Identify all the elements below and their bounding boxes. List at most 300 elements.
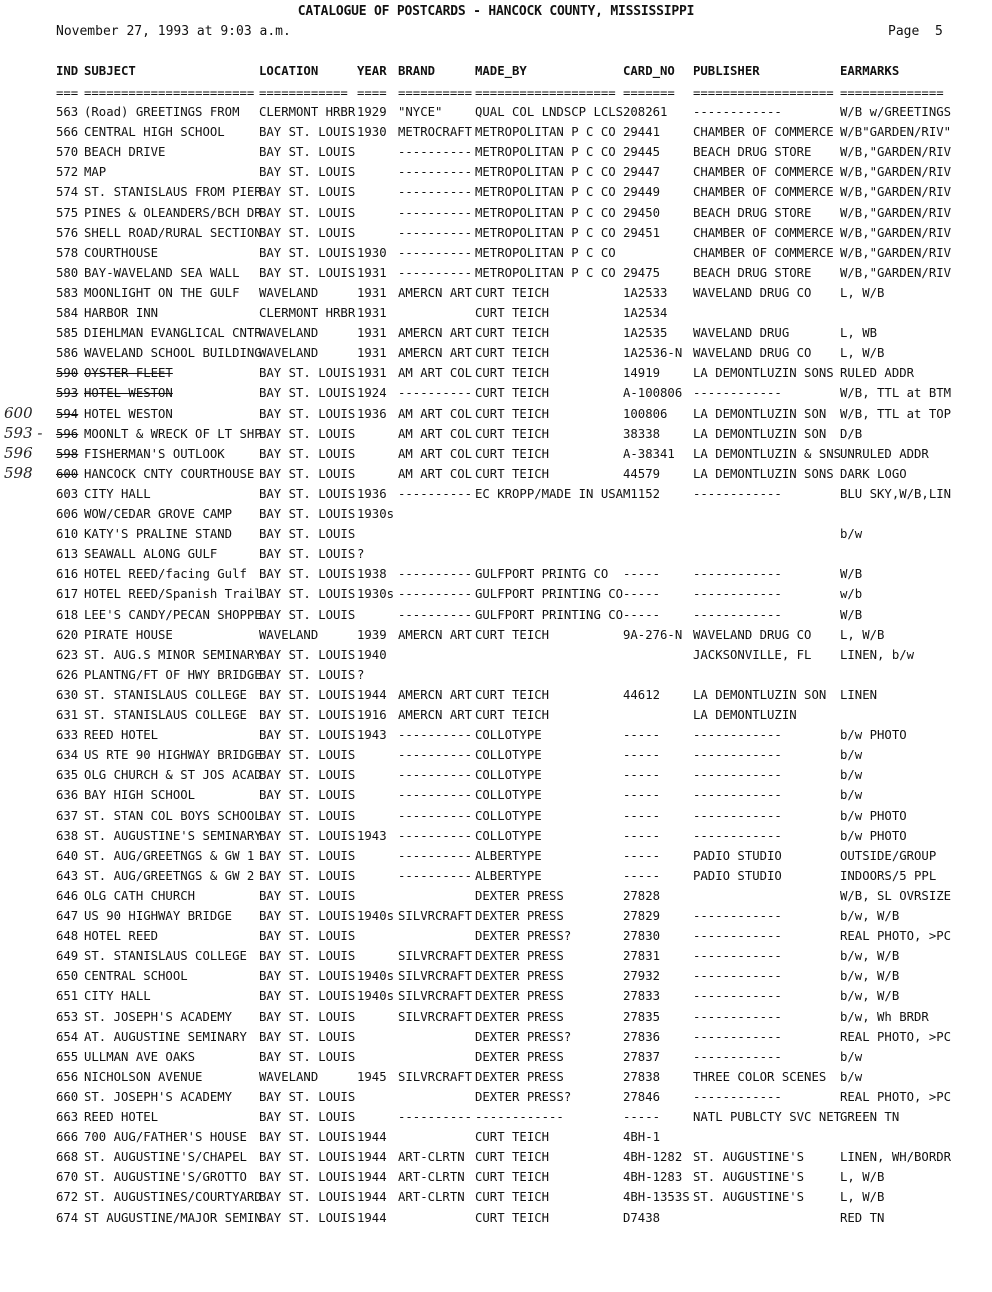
cell-card-no: 27833 [623, 989, 661, 1004]
cell-publisher: LA DEMONTLUZIN SON [693, 426, 827, 441]
cell-location: WAVELAND [259, 1069, 319, 1084]
cell-location: CLERMONT HRBR [259, 306, 356, 320]
cell-ind: 620 [56, 627, 79, 642]
cell-made-by: DEXTER PRESS [475, 888, 564, 903]
cell-ind: 606 [56, 507, 79, 521]
cell-year: 1944 [357, 1210, 387, 1225]
cell-made-by: GULFPORT PRINTING CO [475, 587, 624, 602]
cell-made-by: DEXTER PRESS [475, 1009, 564, 1024]
cell-ind: 650 [56, 969, 79, 984]
cell-subject: CITY HALL [84, 486, 151, 501]
handwritten-index-note: 600 [4, 403, 33, 422]
table-row [0, 526, 992, 546]
cell-earmarks: W/B, SL OVRSIZE [840, 888, 952, 903]
cell-year: 1931 [357, 366, 387, 381]
cell-subject: LEE'S CANDY/PECAN SHOPPE [84, 607, 262, 622]
table-row [0, 868, 992, 888]
cell-brand: ---------- [398, 265, 473, 280]
cell-made-by: DEXTER PRESS [475, 1049, 564, 1064]
cell-location: BAY ST. LOUIS [259, 748, 356, 763]
cell-ind: 584 [56, 306, 79, 320]
cell-made-by: COLLOTYPE [475, 748, 542, 763]
document-title: CATALOGUE OF POSTCARDS - HANCOCK COUNTY, MISSISSIPPI [297, 4, 695, 19]
table-row [0, 144, 992, 164]
cell-publisher: JACKSONVILLE, FL [693, 647, 812, 662]
cell-ind: 574 [56, 185, 79, 200]
cell-brand: ---------- [398, 205, 473, 220]
cell-ind: 648 [56, 929, 79, 944]
cell-brand: ---------- [398, 587, 473, 602]
cell-card-no: 14919 [623, 366, 661, 381]
cell-brand: ---------- [398, 145, 473, 160]
cell-location: BAY ST. LOUIS [259, 848, 356, 863]
col-ind: IND [56, 64, 79, 78]
separator: =================== [693, 86, 834, 100]
cell-publisher: CHAMBER OF COMMERCE [693, 245, 834, 260]
cell-made-by: METROPOLITAN P C CO [475, 225, 616, 240]
cell-publisher: PADIO STUDIO [693, 848, 782, 863]
cell-subject: ST. STANISLAUS COLLEGE [84, 949, 247, 964]
column-header-row [0, 63, 992, 83]
cell-location: BAY ST. LOUIS [259, 768, 356, 783]
cell-year: ? [357, 547, 365, 562]
cell-made-by: METROPOLITAN P C CO [475, 265, 616, 280]
cell-card-no: 27829 [623, 909, 661, 923]
cell-year: 1940s [357, 909, 395, 923]
cell-year: 1930 [357, 245, 387, 260]
cell-card-no: ----- [623, 828, 661, 843]
cell-location: BAY ST. LOUIS [259, 647, 356, 662]
separator: ==== [357, 86, 387, 100]
cell-subject: FISHERMAN'S OUTLOOK [84, 446, 225, 461]
table-row [0, 828, 992, 848]
cell-card-no: 29451 [623, 225, 661, 240]
cell-made-by: QUAL COL LNDSCP LCLS [475, 105, 624, 119]
table-row [0, 205, 992, 225]
cell-publisher: ------------ [693, 929, 782, 944]
cell-made-by: DEXTER PRESS [475, 909, 564, 923]
cell-publisher: ------------ [693, 567, 782, 582]
cell-earmarks: D/B [840, 426, 863, 441]
cell-made-by: GULFPORT PRINTING CO [475, 607, 624, 622]
cell-subject: HANCOCK CNTY COURTHOUSE [84, 466, 255, 481]
cell-ind: 666 [56, 1130, 79, 1145]
cell-subject: ST AUGUSTINE/MAJOR SEMIN [84, 1210, 262, 1225]
cell-brand: AM ART COL [398, 426, 473, 441]
cell-brand: ---------- [398, 868, 473, 883]
cell-publisher: ------------ [693, 587, 782, 602]
cell-card-no: 27932 [623, 969, 661, 984]
cell-made-by: METROPOLITAN P C CO [475, 145, 616, 160]
cell-card-no: ----- [623, 808, 661, 823]
cell-brand: AM ART COL [398, 446, 473, 461]
cell-made-by: COLLOTYPE [475, 808, 542, 823]
cell-card-no: ----- [623, 768, 661, 783]
cell-card-no: A-100806 [623, 386, 683, 401]
cell-card-no: 4BH-1353S [623, 1190, 690, 1205]
cell-publisher: ------------ [693, 989, 782, 1004]
cell-ind: 583 [56, 285, 79, 300]
cell-made-by: CURT TEICH [475, 366, 550, 381]
cell-brand: ---------- [398, 748, 473, 763]
cell-publisher: ------------ [693, 1089, 782, 1104]
table-row [0, 1109, 992, 1129]
cell-brand: METROCRAFT [398, 125, 473, 140]
cell-publisher: ------------ [693, 828, 782, 843]
cell-ind: 635 [56, 768, 79, 783]
cell-card-no: 1A2535 [623, 326, 668, 341]
cell-location: BAY ST. LOUIS [259, 1089, 356, 1104]
cell-publisher: LA DEMONTLUZIN [693, 708, 797, 722]
page-number: Page 5 [888, 24, 943, 39]
cell-brand: AMERCN ART [398, 627, 473, 642]
cell-earmarks: W/B,"GARDEN/RIV [840, 205, 952, 220]
cell-card-no: 4BH-1 [623, 1130, 661, 1145]
cell-brand: ---------- [398, 828, 473, 843]
cell-made-by: METROPOLITAN P C CO [475, 205, 616, 220]
cell-publisher: LA DEMONTLUZIN SON [693, 687, 827, 702]
cell-publisher: ST. AUGUSTINE'S [693, 1150, 805, 1165]
cell-location: BAY ST. LOUIS [259, 1029, 356, 1044]
table-row [0, 586, 992, 606]
table-row [0, 1210, 992, 1230]
cell-ind: 654 [56, 1029, 79, 1044]
cell-made-by: DEXTER PRESS [475, 1069, 564, 1084]
cell-location: BAY ST. LOUIS [259, 687, 356, 702]
cell-ind: 631 [56, 708, 79, 722]
cell-publisher: CHAMBER OF COMMERCE [693, 165, 834, 180]
table-row [0, 1089, 992, 1109]
cell-made-by: EC KROPP/MADE IN USA [475, 486, 624, 501]
table-row [0, 403, 992, 426]
cell-brand: ---------- [398, 848, 473, 863]
cell-card-no: 1A2533 [623, 285, 668, 300]
cell-brand: SILVRCRAFT [398, 909, 473, 923]
cell-subject: ST. AUGUSTINE'S SEMINARY [84, 828, 262, 843]
cell-publisher: LA DEMONTLUZIN SON [693, 406, 827, 421]
cell-subject: US RTE 90 HIGHWAY BRIDGE [84, 748, 262, 763]
cell-subject: HOTEL WESTON [84, 406, 173, 421]
cell-made-by: METROPOLITAN P C CO [475, 125, 616, 140]
cell-brand: AMERCN ART [398, 687, 473, 702]
cell-ind: 672 [56, 1190, 79, 1205]
cell-brand: AMERCN ART [398, 326, 473, 341]
cell-brand: ---------- [398, 245, 473, 260]
cell-subject: HOTEL REED [84, 929, 159, 944]
cell-earmarks: UNRULED ADDR [840, 446, 929, 461]
cell-publisher: ------------ [693, 949, 782, 964]
table-row [0, 767, 992, 787]
table-row [0, 948, 992, 968]
cell-location: BAY ST. LOUIS [259, 547, 356, 562]
cell-location: BAY ST. LOUIS [259, 1110, 356, 1124]
cell-location: BAY ST. LOUIS [259, 165, 356, 180]
cell-ind: 617 [56, 587, 79, 602]
cell-location: BAY ST. LOUIS [259, 125, 356, 140]
cell-location: BAY ST. LOUIS [259, 1210, 356, 1225]
cell-earmarks: b/w PHOTO [840, 808, 907, 823]
cell-year: 1940s [357, 969, 395, 984]
cell-card-no: 44579 [623, 466, 661, 481]
col-made-by: MADE_BY [475, 64, 527, 78]
table-row [0, 423, 992, 446]
cell-year: 1940 [357, 647, 387, 662]
cell-brand: ---------- [398, 185, 473, 200]
cell-location: BAY ST. LOUIS [259, 587, 356, 602]
cell-earmarks: W/B,"GARDEN/RIV [840, 165, 952, 180]
cell-card-no: 38338 [623, 426, 661, 441]
cell-made-by: METROPOLITAN P C CO [475, 185, 616, 200]
cell-year: ? [357, 667, 365, 682]
cell-subject: BEACH DRIVE [84, 145, 166, 160]
cell-brand: SILVRCRAFT [398, 949, 473, 964]
cell-subject: REED HOTEL [84, 728, 159, 743]
table-row [0, 908, 992, 928]
cell-subject: ST. STANISLAUS COLLEGE [84, 708, 247, 722]
cell-card-no: 44612 [623, 687, 661, 702]
cell-publisher: ST. AUGUSTINE'S [693, 1190, 805, 1205]
cell-year: 1930s [357, 587, 395, 602]
cell-ind: 590 [56, 366, 79, 381]
cell-brand: AM ART COL [398, 406, 473, 421]
cell-location: BAY ST. LOUIS [259, 466, 356, 481]
cell-card-no: 29450 [623, 205, 661, 220]
separator: ============== [840, 86, 944, 100]
cell-brand: ---------- [398, 486, 473, 501]
cell-brand: ---------- [398, 808, 473, 823]
cell-subject: BAY-WAVELAND SEA WALL [84, 265, 240, 280]
cell-card-no: 1A2536-N [623, 346, 683, 361]
cell-year: 1938 [357, 567, 387, 582]
cell-publisher: WAVELAND DRUG CO [693, 346, 812, 361]
cell-location: BAY ST. LOUIS [259, 929, 356, 944]
cell-year: 1944 [357, 1150, 387, 1165]
cell-earmarks: W/B,"GARDEN/RIV [840, 245, 952, 260]
cell-made-by: ALBERTYPE [475, 848, 542, 863]
cell-ind: 636 [56, 788, 79, 803]
cell-made-by: CURT TEICH [475, 426, 550, 441]
cell-brand: SILVRCRAFT [398, 969, 473, 984]
cell-year: 1931 [357, 326, 387, 341]
cell-subject: SEAWALL ALONG GULF [84, 547, 218, 562]
cell-location: WAVELAND [259, 285, 319, 300]
cell-card-no: 29475 [623, 265, 661, 280]
table-row [0, 164, 992, 184]
cell-brand: AMERCN ART [398, 708, 473, 722]
cell-brand: ---------- [398, 567, 473, 582]
cell-card-no: ----- [623, 848, 661, 863]
cell-card-no: ----- [623, 567, 661, 582]
cell-subject: CENTRAL HIGH SCHOOL [84, 125, 225, 140]
cell-subject: ST. AUGUSTINES/COURTYARD [84, 1190, 262, 1205]
cell-location: BAY ST. LOUIS [259, 205, 356, 220]
cell-subject: KATY'S PRALINE STAND [84, 527, 233, 542]
cell-earmarks: b/w [840, 768, 863, 783]
cell-made-by: CURT TEICH [475, 346, 550, 361]
cell-earmarks: b/w PHOTO [840, 728, 907, 743]
cell-earmarks: L, W/B [840, 1170, 885, 1185]
cell-card-no: ----- [623, 1110, 661, 1124]
cell-made-by: CURT TEICH [475, 386, 550, 401]
cell-brand: SILVRCRAFT [398, 1009, 473, 1024]
cell-brand: ---------- [398, 386, 473, 401]
cell-card-no: 208261 [623, 105, 668, 119]
cell-location: BAY ST. LOUIS [259, 145, 356, 160]
cell-subject: HOTEL REED/Spanish Trail [84, 587, 262, 602]
cell-earmarks: LINEN, WH/BORDR [840, 1150, 952, 1165]
cell-publisher: THREE COLOR SCENES [693, 1069, 827, 1084]
cell-publisher: ------------ [693, 607, 782, 622]
cell-earmarks: b/w, W/B [840, 909, 900, 923]
table-row [0, 647, 992, 667]
cell-publisher: ------------ [693, 768, 782, 783]
separator: =================== [475, 86, 616, 100]
table-row [0, 566, 992, 586]
cell-made-by: COLLOTYPE [475, 828, 542, 843]
cell-earmarks: b/w [840, 788, 863, 803]
cell-earmarks: W/B,"GARDEN/RIV [840, 185, 952, 200]
cell-location: BAY ST. LOUIS [259, 1049, 356, 1064]
cell-location: BAY ST. LOUIS [259, 728, 356, 743]
cell-ind: 575 [56, 205, 79, 220]
cell-earmarks: L, W/B [840, 285, 885, 300]
cell-brand: ---------- [398, 165, 473, 180]
cell-earmarks: b/w [840, 527, 863, 542]
table-row [0, 1049, 992, 1069]
cell-brand: "NYCE" [398, 105, 443, 119]
cell-publisher: CHAMBER OF COMMERCE [693, 225, 834, 240]
cell-earmarks: W/B [840, 567, 863, 582]
cell-earmarks: b/w [840, 1069, 863, 1084]
cell-card-no: 29447 [623, 165, 661, 180]
table-row [0, 687, 992, 707]
cell-made-by: CURT TEICH [475, 406, 550, 421]
cell-subject: US 90 HIGHWAY BRIDGE [84, 909, 233, 923]
cell-brand: ---------- [398, 768, 473, 783]
cell-year: 1939 [357, 627, 387, 642]
table-row [0, 1169, 992, 1189]
cell-ind: 594 [56, 406, 79, 421]
cell-subject: PIRATE HOUSE [84, 627, 173, 642]
cell-card-no: 27828 [623, 888, 661, 903]
cell-location: BAY ST. LOUIS [259, 868, 356, 883]
cell-card-no: D7438 [623, 1210, 661, 1225]
cell-card-no: 100806 [623, 406, 668, 421]
cell-card-no: 27837 [623, 1049, 661, 1064]
cell-made-by: CURT TEICH [475, 1130, 550, 1145]
cell-year: 1931 [357, 306, 387, 320]
cell-publisher: ------------ [693, 1009, 782, 1024]
cell-card-no: 27830 [623, 929, 661, 944]
cell-ind: 655 [56, 1049, 79, 1064]
cell-location: BAY ST. LOUIS [259, 1009, 356, 1024]
cell-publisher: WAVELAND DRUG [693, 326, 790, 341]
cell-subject: WOW/CEDAR GROVE CAMP [84, 507, 233, 521]
cell-location: BAY ST. LOUIS [259, 808, 356, 823]
cell-subject: ST. STANISLAUS FROM PIER [84, 185, 262, 200]
cell-location: BAY ST. LOUIS [259, 185, 356, 200]
cell-ind: 580 [56, 265, 79, 280]
table-row [0, 1149, 992, 1169]
table-row [0, 808, 992, 828]
table-row [0, 463, 992, 486]
cell-publisher: ------------ [693, 788, 782, 803]
cell-location: BAY ST. LOUIS [259, 366, 356, 381]
cell-subject: COURTHOUSE [84, 245, 159, 260]
table-row [0, 707, 992, 727]
cell-brand: ART-CLRTN [398, 1150, 465, 1165]
cell-ind: 600 [56, 466, 79, 481]
cell-subject: DIEHLMAN EVANGLICAL CNTR [84, 326, 262, 341]
cell-brand: AM ART COL [398, 466, 473, 481]
cell-made-by: CURT TEICH [475, 446, 550, 461]
cell-earmarks: W/B,"GARDEN/RIV [840, 225, 952, 240]
cell-earmarks: L, W/B [840, 346, 885, 361]
table-row [0, 265, 992, 285]
cell-made-by: DEXTER PRESS? [475, 1089, 572, 1104]
cell-location: BAY ST. LOUIS [259, 426, 356, 441]
cell-earmarks: GREEN TN [840, 1110, 900, 1124]
cell-publisher: ------------ [693, 1029, 782, 1044]
table-row [0, 627, 992, 647]
cell-subject: ULLMAN AVE OAKS [84, 1049, 196, 1064]
cell-card-no: ----- [623, 748, 661, 763]
separator: ======================= [84, 86, 255, 100]
cell-earmarks: L, WB [840, 326, 878, 341]
col-publisher: PUBLISHER [693, 64, 760, 78]
cell-location: BAY ST. LOUIS [259, 265, 356, 280]
cell-ind: 663 [56, 1110, 79, 1124]
cell-made-by: DEXTER PRESS? [475, 1029, 572, 1044]
cell-ind: 613 [56, 547, 79, 562]
cell-year: 1944 [357, 1190, 387, 1205]
cell-brand: ---------- [398, 225, 473, 240]
cell-card-no: ----- [623, 728, 661, 743]
cell-made-by: ALBERTYPE [475, 868, 542, 883]
cell-made-by: METROPOLITAN P C CO [475, 245, 616, 260]
cell-publisher: PADIO STUDIO [693, 868, 782, 883]
col-card-no: CARD_NO [623, 64, 675, 78]
cell-ind: 572 [56, 165, 79, 180]
col-location: LOCATION [259, 64, 319, 78]
separator: ========== [398, 86, 473, 100]
cell-ind: 656 [56, 1069, 79, 1084]
table-row [0, 285, 992, 305]
cell-location: BAY ST. LOUIS [259, 909, 356, 923]
cell-subject: HARBOR INN [84, 306, 159, 320]
cell-made-by: CURT TEICH [475, 687, 550, 702]
cell-subject: ST. JOSEPH'S ACADEMY [84, 1089, 233, 1104]
cell-brand: SILVRCRAFT [398, 1069, 473, 1084]
cell-publisher: ------------ [693, 386, 782, 401]
cell-subject: SHELL ROAD/RURAL SECTION [84, 225, 262, 240]
cell-year: 1940s [357, 989, 395, 1004]
cell-ind: 585 [56, 326, 79, 341]
table-row [0, 607, 992, 627]
cell-ind: 570 [56, 145, 79, 160]
cell-subject: ST. STANISLAUS COLLEGE [84, 687, 247, 702]
cell-location: BAY ST. LOUIS [259, 828, 356, 843]
cell-earmarks: RED TN [840, 1210, 885, 1225]
cell-location: BAY ST. LOUIS [259, 667, 356, 682]
handwritten-index-note: 598 [4, 463, 33, 482]
cell-location: BAY ST. LOUIS [259, 225, 356, 240]
cell-ind: 596 [56, 426, 79, 441]
cell-subject: (Road) GREETINGS FROM [84, 105, 240, 119]
cell-publisher: LA DEMONTLUZIN SONS [693, 466, 834, 481]
cell-publisher: BEACH DRUG STORE [693, 205, 812, 220]
cell-brand: ART-CLRTN [398, 1170, 465, 1185]
